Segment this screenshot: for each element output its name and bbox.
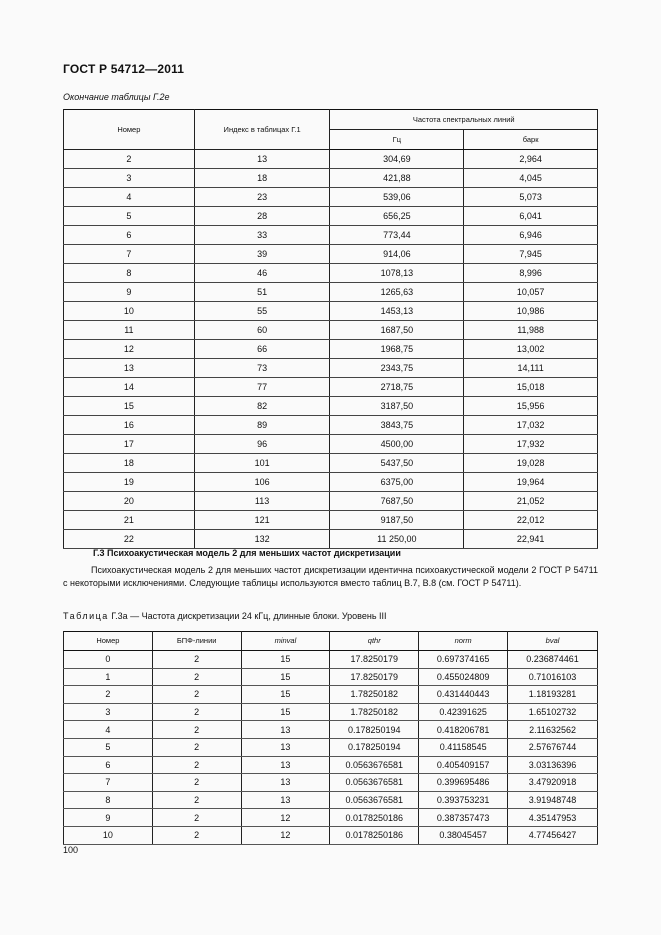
table1-caption: Окончание таблицы Г.2е (63, 92, 170, 102)
table-cell: 10,986 (464, 302, 598, 321)
table-cell: 10,057 (464, 283, 598, 302)
table-cell: 17 (64, 435, 195, 454)
table-cell: 39 (194, 245, 330, 264)
table-cell: 21 (64, 511, 195, 530)
table-cell: 6 (64, 226, 195, 245)
table-cell: 13 (241, 738, 330, 756)
table-cell: 16 (64, 416, 195, 435)
table-cell: 0.0563676581 (330, 791, 419, 809)
table-cell: 0.393753231 (419, 791, 508, 809)
table-cell: 14,111 (464, 359, 598, 378)
table-row (64, 651, 598, 669)
table-cell: 4.77456427 (508, 826, 598, 844)
table2-caption (63, 611, 387, 621)
table-cell: 6 (64, 756, 153, 774)
table-cell: 0.431440443 (419, 686, 508, 704)
table-cell: 6,041 (464, 207, 598, 226)
table-cell: 17.8250179 (330, 651, 419, 669)
table-cell: 7687,50 (330, 492, 464, 511)
table-cell: 20 (64, 492, 195, 511)
table-cell: 6,946 (464, 226, 598, 245)
table-cell: 23 (194, 188, 330, 207)
table-cell: 1968,75 (330, 340, 464, 359)
table-row (64, 435, 598, 454)
section-heading: Г.3 Психоакустическая модель 2 для меньших частот дискретизации (93, 548, 401, 558)
table-row (64, 668, 598, 686)
table-cell: 2 (152, 809, 241, 827)
table-cell: 11 250,00 (330, 530, 464, 549)
table-cell: 66 (194, 340, 330, 359)
table-cell: 2 (152, 651, 241, 669)
table2-caption-label: Таблица (63, 611, 109, 621)
table-cell: 1.65102732 (508, 703, 598, 721)
table-cell: 17,932 (464, 435, 598, 454)
table-cell: 0.697374165 (419, 651, 508, 669)
table-cell: 7 (64, 774, 153, 792)
table-cell: 3.47920918 (508, 774, 598, 792)
table-cell: 60 (194, 321, 330, 340)
table-cell: 914,06 (330, 245, 464, 264)
table-cell: 13 (241, 774, 330, 792)
col-header-minval: minval (241, 632, 330, 651)
table-cell: 22 (64, 530, 195, 549)
table-cell: 15,956 (464, 397, 598, 416)
table-cell: 1 (64, 668, 153, 686)
table-cell: 12 (241, 809, 330, 827)
table-cell: 1453,13 (330, 302, 464, 321)
table-cell: 2.57676744 (508, 738, 598, 756)
table-cell: 0.0563676581 (330, 774, 419, 792)
table-row (64, 454, 598, 473)
table-cell: 0.0178250186 (330, 826, 419, 844)
table-cell: 5 (64, 738, 153, 756)
table-cell: 0.387357473 (419, 809, 508, 827)
table-cell: 2 (64, 686, 153, 704)
table-cell: 0.0178250186 (330, 809, 419, 827)
table-cell: 46 (194, 264, 330, 283)
table-row (64, 826, 598, 844)
table-cell: 2 (152, 774, 241, 792)
table-cell: 1.78250182 (330, 703, 419, 721)
frequency-table (63, 109, 598, 549)
table-cell: 7,945 (464, 245, 598, 264)
table-cell: 15 (241, 686, 330, 704)
table-cell: 2718,75 (330, 378, 464, 397)
table-row (64, 473, 598, 492)
table-cell: 6375,00 (330, 473, 464, 492)
col-header-index: Индекс в таблицах Г.1 (194, 110, 330, 150)
table-row (64, 738, 598, 756)
table-cell: 10 (64, 826, 153, 844)
table-cell: 12 (241, 826, 330, 844)
table-row (64, 359, 598, 378)
col-header-hz: Гц (330, 130, 464, 150)
table-cell: 2 (152, 721, 241, 739)
table-cell: 13 (241, 721, 330, 739)
table-cell: 13 (241, 756, 330, 774)
table-cell: 21,052 (464, 492, 598, 511)
col-header-fft-lines: БПФ-линии (152, 632, 241, 651)
table-cell: 0.41158545 (419, 738, 508, 756)
table-cell: 33 (194, 226, 330, 245)
table-cell: 2 (64, 150, 195, 169)
table-cell: 421,88 (330, 169, 464, 188)
table-row (64, 207, 598, 226)
table-row (64, 378, 598, 397)
table-cell: 0.178250194 (330, 738, 419, 756)
table-row (64, 340, 598, 359)
table-cell: 121 (194, 511, 330, 530)
table-cell: 132 (194, 530, 330, 549)
table-cell: 3 (64, 169, 195, 188)
table-cell: 15 (241, 651, 330, 669)
table-cell: 0.0563676581 (330, 756, 419, 774)
table-cell: 22,012 (464, 511, 598, 530)
table-cell: 2.11632562 (508, 721, 598, 739)
table-cell: 0.399695486 (419, 774, 508, 792)
table-cell: 2 (152, 791, 241, 809)
table-row (64, 321, 598, 340)
table-cell: 4,045 (464, 169, 598, 188)
table-cell: 0 (64, 651, 153, 669)
table-cell: 22,941 (464, 530, 598, 549)
table-cell: 11,988 (464, 321, 598, 340)
table-row (64, 188, 598, 207)
table-cell: 539,06 (330, 188, 464, 207)
table-cell: 18 (194, 169, 330, 188)
table-cell: 1.18193281 (508, 686, 598, 704)
table-cell: 82 (194, 397, 330, 416)
table-row (64, 530, 598, 549)
table-cell: 15,018 (464, 378, 598, 397)
table-cell: 2 (152, 756, 241, 774)
table-cell: 2 (152, 668, 241, 686)
table-row (64, 397, 598, 416)
col-header-norm: norm (419, 632, 508, 651)
table-cell: 9 (64, 809, 153, 827)
table-row (64, 774, 598, 792)
table-row (64, 703, 598, 721)
table-cell: 2 (152, 703, 241, 721)
table-cell: 0.178250194 (330, 721, 419, 739)
table-cell: 3187,50 (330, 397, 464, 416)
table-cell: 5437,50 (330, 454, 464, 473)
table-row (64, 264, 598, 283)
table-row (64, 756, 598, 774)
table-cell: 13,002 (464, 340, 598, 359)
table-row (64, 511, 598, 530)
standard-header: ГОСТ Р 54712—2011 (63, 62, 185, 76)
table-cell: 19 (64, 473, 195, 492)
table-cell: 2,964 (464, 150, 598, 169)
table-cell: 10 (64, 302, 195, 321)
table-cell: 13 (241, 791, 330, 809)
table-cell: 15 (241, 703, 330, 721)
table-cell: 0.71016103 (508, 668, 598, 686)
table-cell: 17,032 (464, 416, 598, 435)
page-number: 100 (63, 845, 79, 855)
table-cell: 55 (194, 302, 330, 321)
table-cell: 17.8250179 (330, 668, 419, 686)
table-cell: 19,028 (464, 454, 598, 473)
table-cell: 0.42391625 (419, 703, 508, 721)
col-header-frequency: Частота спектральных линий (330, 110, 598, 130)
table-cell: 3.91948748 (508, 791, 598, 809)
col-header-number: Номер (64, 632, 153, 651)
psychoacoustic-table (63, 631, 598, 845)
table-cell: 656,25 (330, 207, 464, 226)
table-cell: 9187,50 (330, 511, 464, 530)
table-cell: 5,073 (464, 188, 598, 207)
table-cell: 1.78250182 (330, 686, 419, 704)
table-cell: 3 (64, 703, 153, 721)
table-row (64, 169, 598, 188)
table-cell: 73 (194, 359, 330, 378)
table-cell: 1265,63 (330, 283, 464, 302)
table-cell: 51 (194, 283, 330, 302)
table-cell: 0.405409157 (419, 756, 508, 774)
table2-caption-text: Г.3а — Частота дискретизации 24 кГц, длинные блоки. Уровень III (108, 611, 387, 621)
table-cell: 113 (194, 492, 330, 511)
table-row (64, 302, 598, 321)
table-cell: 28 (194, 207, 330, 226)
table-cell: 15 (241, 668, 330, 686)
table-cell: 2 (152, 738, 241, 756)
table-cell: 2 (152, 826, 241, 844)
table-cell: 0.38045457 (419, 826, 508, 844)
table-cell: 11 (64, 321, 195, 340)
table-cell: 19,964 (464, 473, 598, 492)
table-cell: 101 (194, 454, 330, 473)
table-cell: 89 (194, 416, 330, 435)
table-cell: 2343,75 (330, 359, 464, 378)
table-cell: 15 (64, 397, 195, 416)
table-cell: 8 (64, 264, 195, 283)
table-cell: 4500,00 (330, 435, 464, 454)
table-row (64, 492, 598, 511)
table-cell: 96 (194, 435, 330, 454)
col-header-number: Номер (64, 110, 195, 150)
table-row (64, 150, 598, 169)
col-header-bark: барк (464, 130, 598, 150)
table-cell: 12 (64, 340, 195, 359)
table-cell: 8,996 (464, 264, 598, 283)
table-row (64, 283, 598, 302)
table-row (64, 791, 598, 809)
table-cell: 9 (64, 283, 195, 302)
table-row (64, 686, 598, 704)
table-cell: 4.35147953 (508, 809, 598, 827)
table-cell: 2 (152, 686, 241, 704)
table-cell: 13 (64, 359, 195, 378)
col-header-qthr: qthr (330, 632, 419, 651)
table-row (64, 416, 598, 435)
table-cell: 5 (64, 207, 195, 226)
table-cell: 13 (194, 150, 330, 169)
table-cell: 18 (64, 454, 195, 473)
col-header-bval: bval (508, 632, 598, 651)
table-cell: 1687,50 (330, 321, 464, 340)
table-cell: 14 (64, 378, 195, 397)
table-row (64, 226, 598, 245)
table-cell: 106 (194, 473, 330, 492)
table-cell: 4 (64, 721, 153, 739)
table-cell: 773,44 (330, 226, 464, 245)
table-cell: 77 (194, 378, 330, 397)
table-cell: 0.418206781 (419, 721, 508, 739)
table-cell: 8 (64, 791, 153, 809)
table-cell: 3843,75 (330, 416, 464, 435)
table-row (64, 721, 598, 739)
table-row (64, 809, 598, 827)
table-cell: 3.03136396 (508, 756, 598, 774)
table-cell: 4 (64, 188, 195, 207)
table-cell: 0.455024809 (419, 668, 508, 686)
table-cell: 7 (64, 245, 195, 264)
table-row (64, 245, 598, 264)
table-cell: 1078,13 (330, 264, 464, 283)
table-cell: 304,69 (330, 150, 464, 169)
section-paragraph: Психоакустическая модель 2 для меньших частот дискретизации идентична психоакустической модели 2 ГОСТ Р 54711 с некоторыми исключениями. Следующие таблицы используются вместо таблиц В.7, В.8 (см. ГОСТ Р 54711). (63, 565, 598, 588)
table-cell: 0.236874461 (508, 651, 598, 669)
